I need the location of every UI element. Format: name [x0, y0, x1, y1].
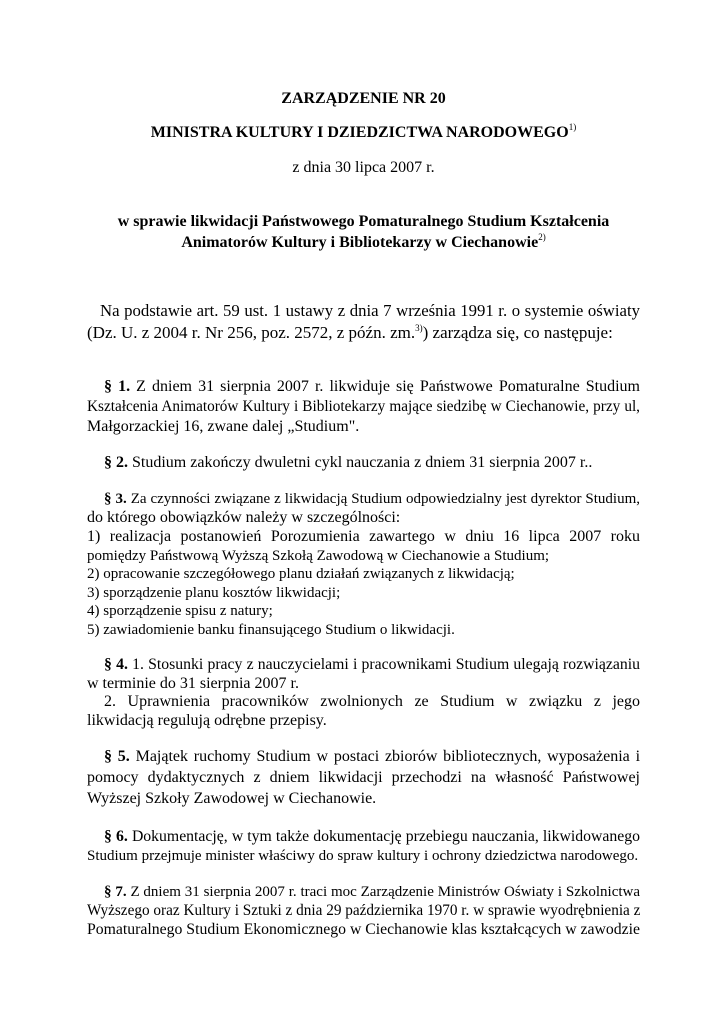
preamble-line-2: (Dz. U. z 2004 r. Nr 256, poz. 2572, z późn. zm.$^{3)}$) zarządza się, co następuje:: [87, 323, 613, 342]
section-4-mark: § 4.: [104, 656, 128, 673]
section-3-item-5: 5) zawiadomienie banku finansującego Studium o likwidacji.: [87, 622, 455, 638]
section-3-line-1: § 3. Za czynności związane z likwidacją Studium odpowiedzialny jest dyrektor Studium,: [104, 491, 640, 507]
section-5-line-2: pomocy dydaktycznych z dniem likwidacji przechodzi na własność Państwowej: [87, 769, 640, 786]
section-6-mark: § 6.: [104, 828, 128, 845]
subject-line-2: Animatorów Kultury i Bibliotekarzy w Ciechanowie$^{2)}$: [181, 232, 546, 251]
section-4-line-4: likwidacją regulują odrębne przepisy.: [87, 712, 327, 729]
footnote-ref-3: 3): [415, 323, 423, 333]
section-1-line-3: Małgorzackiej 16, zwane dalej „Studium".: [87, 418, 360, 435]
subject-line-1: w sprawie likwidacji Państwowego Pomaturalnego Studium Kształcenia: [117, 213, 610, 230]
section-7-line-2: Wyższego oraz Kultury i Sztuki z dnia 29 października 1970 r. w sprawie wyodrębnienia z: [87, 902, 641, 919]
issuing-authority: MINISTRA KULTURY I DZIEDZICTWA NARODOWEGO$^{1)}$: [150, 122, 577, 141]
section-5-line-1: § 5. Majątek ruchomy Studium w postaci zbiorów bibliotecznych, wyposażenia i: [104, 748, 641, 765]
section-6-line-2: Studium przejmuje minister właściwy do spraw kultury i ochrony dziedzictwa narodowego.: [87, 848, 639, 864]
section-3-item-3: 3) sporządzenie planu kosztów likwidacji;: [87, 585, 341, 601]
section-1-line-2: Kształcenia Animatorów Kultury i Bibliotekarzy mające siedzibę w Ciechanowie, przy ul,: [87, 398, 640, 415]
footnote-ref-2: 2): [538, 232, 546, 242]
section-2-mark: § 2.: [104, 454, 128, 471]
section-3-item-4: 4) sporządzenie spisu z natury;: [87, 603, 273, 619]
footnote-ref-1: 1): [568, 122, 577, 132]
section-6-line-1: § 6. Dokumentację, w tym także dokumentację przebiegu nauczania, likwidowanego: [104, 828, 641, 845]
preamble-line-1: Na podstawie art. 59 ust. 1 ustawy z dnia 7 września 1991 r. o systemie oświaty: [100, 301, 640, 320]
section-3-line-2: do którego obowiązków należy w szczególności:: [87, 509, 401, 526]
section-7-line-3: Pomaturalnego Studium Ekonomicznego w Ciechanowie klas kształcących w zawodzie: [87, 921, 640, 938]
section-3-item-1-line-2: pomiędzy Państwową Wyższą Szkołą Zawodową w Ciechanowie a Studium;: [87, 548, 550, 564]
section-4-line-2: w terminie do 31 sierpnia 2007 r.: [87, 675, 299, 692]
document-date: z dnia 30 lipca 2007 r.: [292, 159, 435, 176]
section-5-line-3: Wyższej Szkoły Zawodowej w Ciechanowie.: [87, 790, 377, 807]
section-3-mark: § 3.: [104, 491, 127, 507]
section-1-line-1: § 1. Z dniem 31 sierpnia 2007 r. likwiduje się Państwowe Pomaturalne Studium: [104, 378, 640, 395]
section-3-item-1-line-1: 1) realizacja postanowień Porozumienia zawartego w dniu 16 lipca 2007 roku: [87, 528, 640, 545]
section-4-line-3: 2. Uprawnienia pracowników zwolnionych ze Studium w związku z jego: [104, 693, 640, 710]
section-3-item-2: 2) opracowanie szczegółowego planu działań związanych z likwidacją;: [87, 566, 515, 582]
document-title: ZARZĄDZENIE NR 20: [281, 90, 446, 107]
section-5-mark: § 5.: [104, 748, 130, 765]
section-4-line-1: § 4. 1. Stosunki pracy z nauczycielami i pracownikami Studium ulegają rozwiązaniu: [104, 656, 641, 673]
section-7-mark: § 7.: [104, 884, 127, 900]
section-7-line-1: § 7. Z dniem 31 sierpnia 2007 r. traci moc Zarządzenie Ministrów Oświaty i Szkolnictwa: [104, 884, 641, 900]
section-2-line-1: § 2. Studium zakończy dwuletni cykl nauczania z dniem 31 sierpnia 2007 r..: [104, 454, 593, 471]
section-1-mark: § 1.: [104, 378, 131, 395]
